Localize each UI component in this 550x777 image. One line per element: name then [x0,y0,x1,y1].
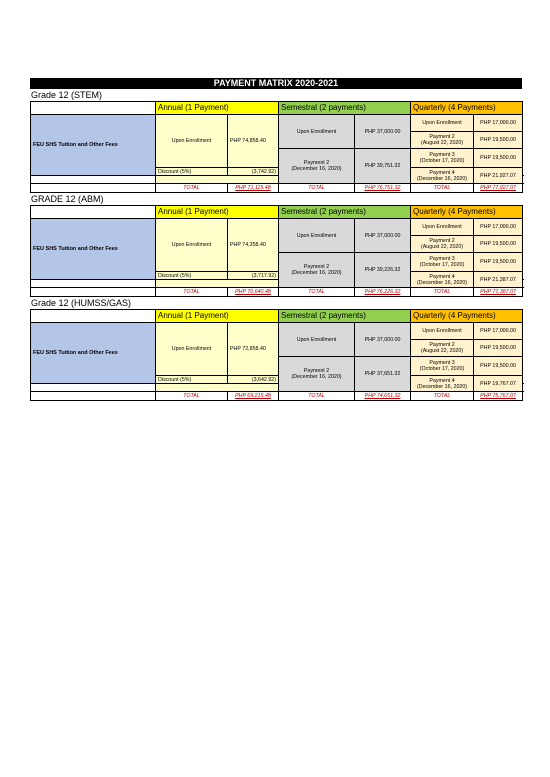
annual-header: Annual (1 Payment) [156,206,279,219]
totals-blank [31,392,156,401]
q-total-label: TOTAL [411,184,474,193]
sem-payment2-label [279,357,355,392]
annual-header: Annual (1 Payment) [156,310,279,323]
annual-upon-label: Upon Enrollment [156,323,228,376]
q-payment3-title: Payment 3 [429,360,455,366]
q-payment3-date: (October 17, 2020) [419,262,465,268]
q-total-amount: PHP 75,767.07 [474,392,523,401]
sem-total-label: TOTAL [279,392,355,401]
annual-amount: PHP 74,358.40 [228,219,279,272]
q-total-amount: PHP 77,387.07 [474,288,523,297]
sem-upon-amount: PHP 37,000.00 [355,115,411,149]
fee-label: FEU SHS Tuition and Other Fees [31,323,156,384]
annual-header: Annual (1 Payment) [156,102,279,115]
fee-label: FEU SHS Tuition and Other Fees [31,219,156,280]
q-payment3-title: Payment 3 [429,152,455,158]
q-payment2-title: Payment 2 [429,342,455,348]
payment-table [30,309,523,401]
header-blank [31,102,156,115]
sem-payment2-date: (December 16, 2020) [291,374,342,380]
annual-total-amount: PHP 69,215.48 [228,392,279,401]
sem-payment2-title: Payment 2 [303,368,330,374]
sem-upon-label: Upon Enrollment [279,115,355,149]
q-payment4-date: (December 16, 2020) [417,383,468,390]
q-payment3-date: (October 17, 2020) [419,366,465,372]
grade-heading: Grade 12 (STEM) [31,90,103,100]
q-payment2-amount: PHP 19,500.00 [474,340,523,357]
q-payment3-label [411,149,474,168]
q-payment4-date: (December 16, 2020) [417,279,468,286]
discount-spacer [156,280,279,288]
sem-payment2-amount: PHP 37,651.32 [355,357,411,392]
sem-upon-amount: PHP 37,000.00 [355,323,411,357]
semestral-header: Semestral (2 payments) [279,310,411,323]
semestral-header: Semestral (2 payments) [279,206,411,219]
q-payment3-amount: PHP 19,500.00 [474,357,523,376]
q-payment4-amount: PHP 21,387.07 [474,272,523,288]
q-total-label: TOTAL [411,288,474,297]
grade-section [30,297,522,401]
annual-total-label: TOTAL [156,288,228,297]
q-payment3-label [411,253,474,272]
annual-total-amount: PHP 70,640.48 [228,288,279,297]
annual-amount: PHP 72,858.40 [228,323,279,376]
q-payment3-amount: PHP 19,500.00 [474,253,523,272]
sem-total-amount: PHP 76,751.32 [355,184,411,193]
q-payment2-date: (August 22, 2020) [420,244,464,250]
sem-upon-label: Upon Enrollment [279,219,355,253]
header-blank [31,206,156,219]
q-upon-label: Upon Enrollment [411,323,474,340]
sem-total-amount: PHP 76,226.32 [355,288,411,297]
q-payment2-date: (August 22, 2020) [420,348,464,354]
q-payment2-amount: PHP 19,500.00 [474,132,523,149]
grade-heading: GRADE 12 (ABM) [31,194,104,204]
q-payment3-date: (October 17, 2020) [419,158,465,164]
q-payment2-title: Payment 2 [429,134,455,140]
discount-label: Discount (5%) [156,272,228,280]
sem-total-label: TOTAL [279,184,355,193]
annual-amount: PHP 74,858.40 [228,115,279,168]
sem-payment2-date: (December 16, 2020) [291,270,342,276]
totals-blank [31,288,156,297]
q-payment2-label [411,340,474,357]
q-payment2-label [411,132,474,149]
sem-total-label: TOTAL [279,288,355,297]
sem-payment2-label [279,149,355,184]
sem-payment2-amount: PHP 39,226.32 [355,253,411,288]
q-payment3-amount: PHP 19,500.00 [474,149,523,168]
annual-upon-label: Upon Enrollment [156,115,228,168]
q-payment4-title: Payment 4 [429,377,455,384]
total-row-blank [31,280,156,288]
q-payment2-title: Payment 2 [429,238,455,244]
q-payment4-date: (December 16, 2020) [417,175,468,182]
q-payment4-label [411,168,474,184]
q-upon-label: Upon Enrollment [411,115,474,132]
annual-total-label: TOTAL [156,184,228,193]
grade-heading: Grade 12 (HUMSS/GAS) [31,298,132,308]
annual-total-label: TOTAL [156,392,228,401]
q-total-amount: PHP 77,927.07 [474,184,523,193]
totals-blank [31,184,156,193]
q-payment4-title: Payment 4 [429,273,455,280]
sem-payment2-label [279,253,355,288]
discount-amount: (3,742.92) [228,168,279,176]
q-payment3-label [411,357,474,376]
q-payment2-amount: PHP 19,500.00 [474,236,523,253]
q-payment4-label [411,376,474,392]
q-payment4-label [411,272,474,288]
grade-section [30,89,522,193]
q-payment4-title: Payment 4 [429,169,455,176]
annual-upon-label: Upon Enrollment [156,219,228,272]
sem-payment2-amount: PHP 39,751.32 [355,149,411,184]
quarterly-header: Quarterly (4 Payments) [411,102,523,115]
fee-label: FEU SHS Tuition and Other Fees [31,115,156,176]
q-payment2-date: (August 22, 2020) [420,140,464,146]
page-title: PAYMENT MATRIX 2020-2021 [30,78,522,89]
q-payment2-label [411,236,474,253]
sem-payment2-date: (December 16, 2020) [291,166,342,172]
quarterly-header: Quarterly (4 Payments) [411,310,523,323]
total-row-blank [31,384,156,392]
sections-container [30,89,522,401]
header-blank [31,310,156,323]
q-upon-label: Upon Enrollment [411,219,474,236]
q-upon-amount: PHP 17,000.00 [474,115,523,132]
sem-upon-label: Upon Enrollment [279,323,355,357]
payment-table [30,205,523,297]
total-row-blank [31,176,156,184]
semestral-header: Semestral (2 payments) [279,102,411,115]
grade-section [30,193,522,297]
discount-label: Discount (5%) [156,168,228,176]
q-payment4-amount: PHP 19,767.07 [474,376,523,392]
quarterly-header: Quarterly (4 Payments) [411,206,523,219]
discount-spacer [156,176,279,184]
q-upon-amount: PHP 17,000.00 [474,323,523,340]
sem-upon-amount: PHP 37,000.00 [355,219,411,253]
sem-payment2-title: Payment 2 [303,160,330,166]
annual-total-amount: PHP 71,115.48 [228,184,279,193]
q-total-label: TOTAL [411,392,474,401]
payment-table [30,101,523,193]
q-upon-amount: PHP 17,000.00 [474,219,523,236]
discount-label: Discount (5%) [156,376,228,384]
sem-payment2-title: Payment 2 [303,264,330,270]
q-payment3-title: Payment 3 [429,256,455,262]
discount-spacer [156,384,279,392]
discount-amount: (3,642.92) [228,376,279,384]
q-payment4-amount: PHP 21,927.07 [474,168,523,184]
payment-matrix-sheet [30,78,522,401]
discount-amount: (3,717.92) [228,272,279,280]
sem-total-amount: PHP 74,651.32 [355,392,411,401]
